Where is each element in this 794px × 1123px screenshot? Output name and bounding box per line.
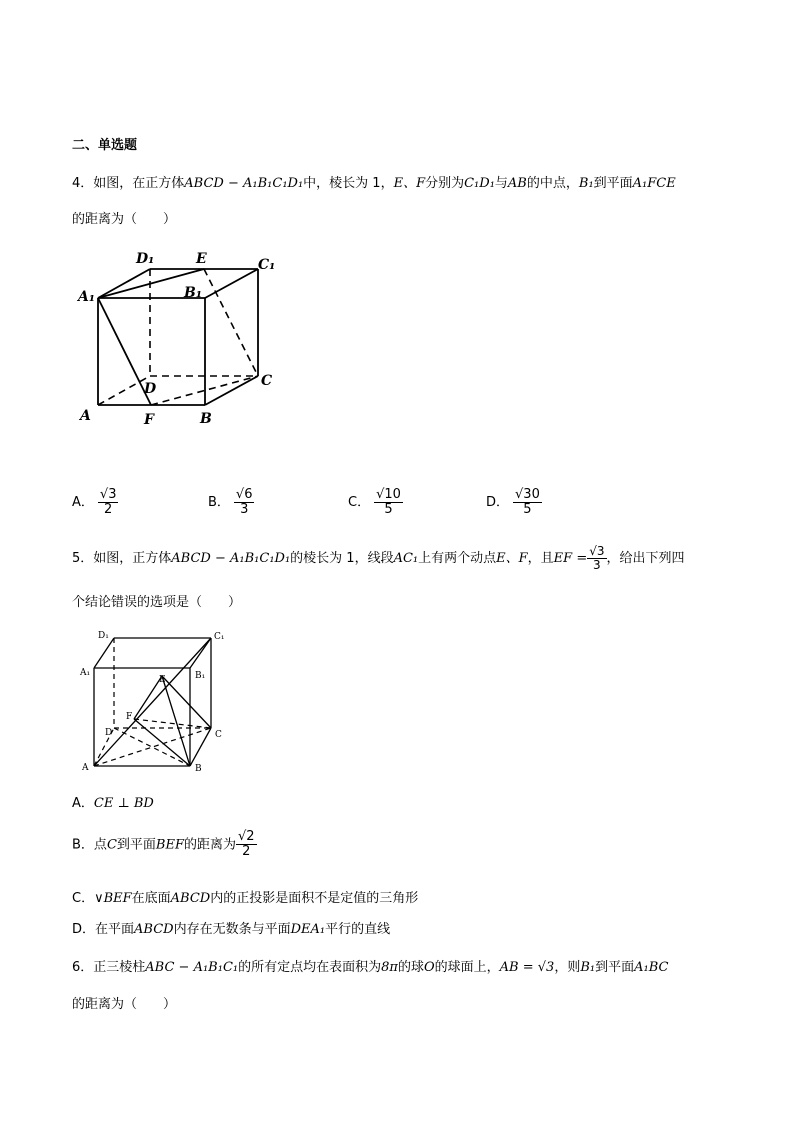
q5-number: 5．	[72, 551, 94, 567]
q4-option-c-letter: C．	[348, 495, 371, 511]
q5-text5: ，给出下列四	[606, 551, 685, 567]
q5-text2: 的棱长为 1，线段	[290, 551, 394, 567]
q4-option-d-den: 5	[513, 502, 542, 517]
q6-text6: 到平面	[595, 960, 635, 975]
q6-prism: ABC − A₁B₁C₁	[145, 960, 239, 975]
q6-text4: 的球面上，	[434, 960, 500, 975]
q4-label-e: E	[196, 251, 207, 267]
q4-option-b-num: √6	[235, 487, 253, 502]
q4-option-d	[486, 488, 542, 518]
q5-option-d-pre: 在平面	[95, 922, 135, 937]
q6-b1: B₁	[580, 960, 596, 975]
q5-intro: 如图，正方体	[93, 551, 172, 567]
q5-label-c: C	[215, 730, 222, 740]
q5-option-b-num: √2	[238, 829, 255, 844]
q4-option-a-num: √3	[99, 487, 117, 502]
q4-label-a1: A₁	[78, 289, 95, 305]
q5-option-b-post: 的距离为	[183, 837, 236, 853]
q4-text2: 中，棱长为 1，	[303, 176, 394, 191]
q5-text4: ，且	[527, 551, 554, 567]
q4-c1d1: C₁D₁	[464, 176, 495, 191]
q4-option-d-letter: D．	[486, 495, 510, 511]
q4-label-c1: C₁	[258, 257, 276, 273]
q5-label-d: D	[105, 728, 113, 738]
q5-option-b-den: 2	[236, 844, 257, 859]
q6-o: O	[423, 960, 435, 975]
q5-cube-figure	[78, 628, 238, 776]
q5-label-b: B	[195, 764, 202, 774]
q4-stem-line2: 的距离为（ ）	[72, 212, 177, 227]
q5-option-c-text: 在底面	[131, 891, 171, 906]
q4-ef: E、F	[393, 176, 426, 191]
q5-option-c-plane: ABCD	[170, 891, 211, 906]
q4-intro: 如图，在正方体	[93, 176, 185, 191]
q5-option-b-plane: BEF	[155, 837, 184, 853]
q5-label-a: A	[82, 763, 89, 773]
q5-option-c-letter: C．	[72, 891, 95, 906]
q5-frac-num: √3	[589, 544, 605, 558]
q4-option-a	[72, 488, 118, 518]
q5-option-d-post: 平行的直线	[325, 922, 391, 937]
q4-option-c-num: √10	[376, 487, 401, 502]
q5-option-b-point: C	[106, 837, 117, 853]
q5-option-d-mid: 内存在无数条与平面	[173, 922, 291, 937]
q5-label-b1: B₁	[195, 671, 206, 681]
q5-option-a-letter: A．	[72, 796, 94, 811]
q5-option-b-letter: B．	[72, 837, 94, 853]
q5-label-a1: A₁	[80, 668, 91, 678]
q4-stem-line1	[72, 172, 676, 191]
q4-option-b-letter: B．	[208, 495, 230, 511]
q6-area: 8π	[381, 960, 398, 975]
q4-option-a-den: 2	[98, 502, 119, 517]
q4-option-b	[208, 488, 254, 518]
q4-label-a: A	[80, 408, 91, 424]
q4-label-d: D	[144, 381, 157, 397]
q5-label-d1: D₁	[98, 631, 109, 641]
q5-ef-eq: EF =	[553, 551, 588, 567]
q5-option-d-plane2: DEA₁	[290, 922, 326, 937]
q5-cube: ABCD − A₁B₁C₁D₁	[171, 551, 291, 567]
q5-stem-line2: 个结论错误的选项是（ ）	[72, 595, 242, 610]
q4-cube-figure	[70, 245, 290, 435]
q4-plane: A₁FCE	[632, 176, 676, 191]
q4-label-b: B	[200, 411, 212, 427]
q5-option-d-plane: ABCD	[134, 922, 174, 937]
q4-ab: AB	[507, 176, 527, 191]
q6-text5: ，则	[554, 960, 581, 975]
q5-text3: 上有两个动点	[418, 551, 497, 567]
q5-ac1: AC₁	[393, 551, 419, 567]
q4-option-d-num: √30	[515, 487, 540, 502]
q5-label-f: F	[126, 712, 133, 722]
q4-label-c: C	[261, 373, 273, 389]
q5-option-b-pre: 点	[93, 837, 107, 853]
q5-option-c-post: 内的正投影是面积不是定值的三角形	[210, 891, 419, 906]
q5-ef: E、F	[496, 551, 528, 567]
q5-label-c1: C₁	[214, 632, 225, 642]
q4-b1: B₁	[578, 176, 594, 191]
q4-option-a-letter: A．	[72, 495, 94, 511]
section-title: 二、单选题	[72, 138, 138, 153]
q5-option-d-letter: D．	[72, 922, 96, 937]
q6-stem-line1	[72, 956, 668, 975]
q4-and: 与	[494, 176, 508, 191]
q4-option-c	[348, 488, 403, 518]
q4-label-f: F	[144, 412, 154, 428]
q5-option-b	[72, 830, 257, 860]
q5-option-c	[72, 887, 418, 906]
q6-stem-line2: 的距离为（ ）	[72, 997, 177, 1012]
q5-option-a-math: CE ⊥ BD	[93, 796, 154, 811]
q4-text5: 到平面	[593, 176, 633, 191]
q6-ab-eq: AB = √3	[499, 960, 555, 975]
q4-text4: 的中点，	[526, 176, 579, 191]
q5-frac-den: 3	[587, 558, 606, 572]
q6-text3: 的球	[397, 960, 424, 975]
q5-label-e: E	[159, 675, 166, 685]
q5-stem-line1	[72, 545, 685, 572]
q6-plane: A₁BC	[634, 960, 669, 975]
q6-intro: 正三棱柱	[93, 960, 146, 975]
q6-number: 6．	[72, 960, 94, 975]
q4-cube: ABCD − A₁B₁C₁D₁	[184, 176, 304, 191]
q6-text2: 的所有定点均在表面积为	[238, 960, 382, 975]
q5-option-a	[72, 792, 154, 811]
q5-option-b-mid: 到平面	[116, 837, 156, 853]
q5-option-d	[72, 918, 390, 937]
q4-option-c-den: 5	[374, 502, 403, 517]
q4-label-d1: D₁	[136, 251, 155, 267]
q4-label-b1: B₁	[184, 285, 202, 301]
q5-option-c-math: ∨BEF	[94, 891, 132, 906]
q4-option-b-den: 3	[234, 502, 255, 517]
q4-text3: 分别为	[425, 176, 465, 191]
q4-number: 4．	[72, 176, 94, 191]
